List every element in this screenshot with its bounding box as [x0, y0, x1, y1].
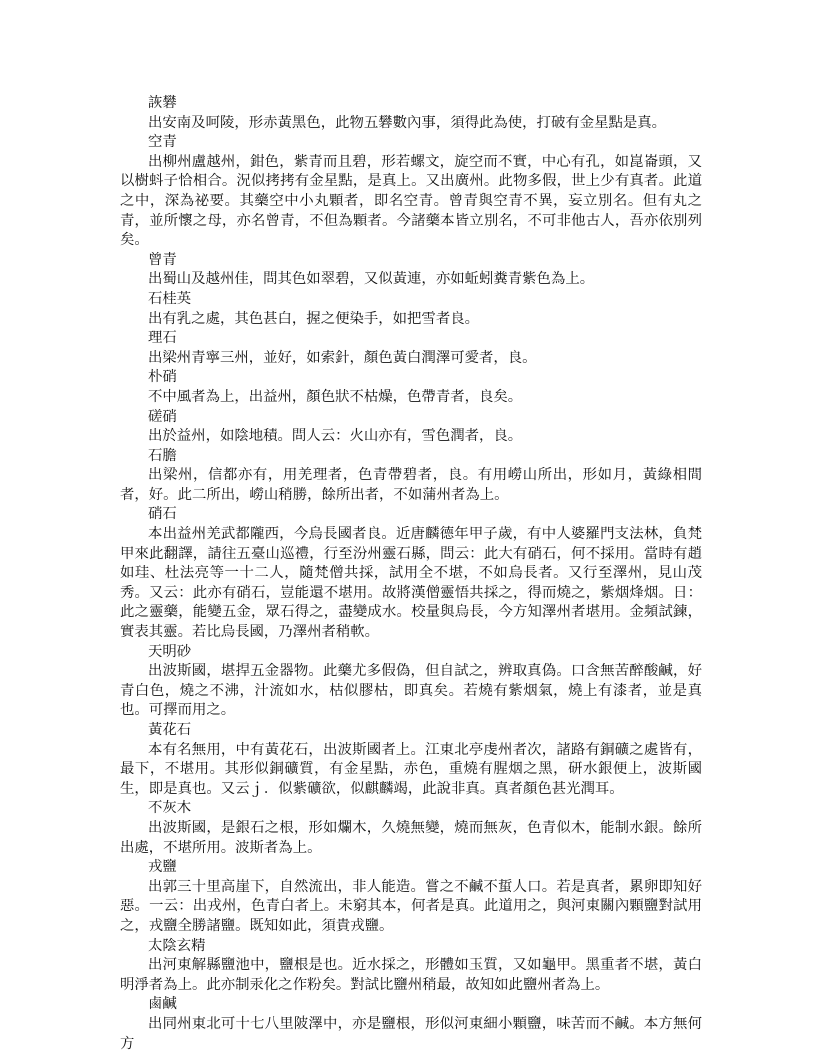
entry-body: 出柳州盧越州，鉗色，紫青而且碧，形若螺文，旋空而不實，中心有孔，如崑崙頭，又以樹蚪子恰相合。況似拷拷有金星點，是真上。又出廣州。此物多假，世上少有真者。此道之中，深為祕要。其藥空中小丸顆者，即名空青。曾青與空青不異，妄立別名。但有丸之青，並所懷之母，亦名曾青，不但為顆者。今諸藥本皆立別名，不可非他古人，吾亦依別列矣。: [120, 153, 702, 249]
entry-body: 出蜀山及越州佳，問其色如翠碧，又似黃連，亦如蚯蚓糞青紫色為上。: [148, 271, 595, 288]
entry-body: 出於益州，如陰地積。問人云：火山亦有，雪色潤者，良。: [148, 428, 523, 445]
entry-title: 天明砂: [148, 643, 192, 660]
entry: [120, 408, 702, 447]
entry: [120, 447, 702, 506]
entry-body: 本出益州羌武都隴西，今烏長國者良。近唐麟德年甲子歲，有中人婆羅門支法林，負梵甲來此翻譯，請往五臺山巡禮，行至汾州靈石縣，問云：此大有硝石，何不採用。當時有趙如珪、杜法亮等一十二人，隨梵僧共採，試用全不堪，不如烏長者。又行至澤州，見山茂秀。又云：此亦有硝石，豈能還不堪用。故將漢僧靈悟共採之，得而燒之，紫烟烽烟。日：此之靈藥，能變五金，眾石得之，盡變成水。校量與烏長，今方知澤州者堪用。金頻試鍊，實表其靈。若比烏長國，乃澤州者稍軟。: [120, 526, 702, 641]
entry: [120, 251, 702, 290]
entry: [120, 643, 702, 721]
entry-body: 出安南及呵陵，形赤黃黑色，此物五礬數內事，須得此為使，打破有金星點是真。: [148, 114, 667, 131]
entry: [120, 290, 702, 329]
entry: [120, 368, 702, 407]
entry-body: 出梁州，信都亦有，用羌理者，色青帶碧者，良。有用嶗山所出，形如月，黃綠相間者，好。此二所出，嶗山稍勝，餘所出者，不如蒲州者為上。: [120, 467, 702, 503]
entry-title: 詼礬: [148, 95, 177, 111]
entry-body: 出河東解縣鹽池中，鹽根是也。近水採之，形體如玉質，又如龜甲。黑重者不堪，黃白明淨者為上。此亦制汞化之作粉矣。對試比鹽州稍最，故知如此鹽州者為上。: [120, 957, 702, 993]
entry: [120, 94, 702, 133]
entry-title: 空青: [148, 134, 177, 151]
entry-title: 鹵鹹: [148, 996, 177, 1013]
entry-title: 不灰木: [148, 800, 192, 817]
entry-body: 本有名無用，中有黃花石，出波斯國者上。江東北亭虔州者次，諸路有銅礦之處皆有，最下，不堪用。其形似銅礦質，有金星點，赤色，重燒有腥烟之黑，研水銀便上，波斯國生，即是真也。又云ｊ．似紫礦欲，似麒麟竭，此說非真。真者顏色甚光潤耳。: [120, 741, 702, 797]
entry: [120, 937, 702, 996]
entry-body: 出波斯國，堪捍五金器物。此藥尤多假偽，但自試之，辨取真偽。口含無苦醉酸鹹，好青白色，燒之不沸，汁流如水，枯似膠枯，即真矣。若燒有紫烟氣，燒上有漆者，並是真也。可擇而用之。: [120, 663, 702, 719]
entry-title: 石桂英: [148, 290, 192, 307]
entry-body: 出有乳之處，其色甚白，握之便染手，如把雪者良。: [148, 310, 479, 327]
document-page: [120, 94, 702, 1054]
entry-title: 石膽: [148, 447, 177, 464]
entry-title: 硝石: [148, 506, 177, 523]
entry-title: 磋硝: [148, 408, 177, 425]
entry: [120, 329, 702, 368]
entry-body: 出郭三十里高崖下，自然流出，非人能造。嘗之不鹹不蜇人口。若是真者，累卵即知好惡。一云：出戎州，色青白者上。未窮其本，何者是真。此道用之，與河東關內顆鹽對試用之，戎鹽全勝諸鹽。既知如此，須貴戎鹽。: [120, 878, 702, 934]
entry: [120, 505, 702, 642]
entry: [120, 799, 702, 858]
entry: [120, 133, 702, 251]
entry-body: 出同州東北可十七八里陂澤中，亦是鹽根，形似河東細小顆鹽，味苦而不鹹。本方無何方: [120, 1015, 702, 1052]
entry: [120, 721, 702, 799]
entry-body: 不中風者為上，出益州，顏色狀不枯燥，色帶青者，良矣。: [148, 388, 523, 405]
entry-body: 出梁州青寧三州，並好，如索針，顏色黃白潤澤可愛者，良。: [148, 349, 537, 366]
entry-title: 太陰玄精: [148, 937, 206, 954]
entry-title: 理石: [148, 330, 177, 347]
entry: [120, 858, 702, 936]
entry-title: 戎鹽: [148, 859, 177, 876]
entry-body: 出波斯國，是銀石之根，形如爛木，久燒無變，燒而無灰，色青似木，能制水銀。餘所出處，不堪所用。波斯者為上。: [120, 819, 702, 856]
entry: [120, 995, 702, 1054]
entry-title: 曾青: [148, 251, 177, 268]
entry-title: 朴硝: [148, 369, 177, 386]
entry-title: 黃花石: [148, 722, 192, 738]
